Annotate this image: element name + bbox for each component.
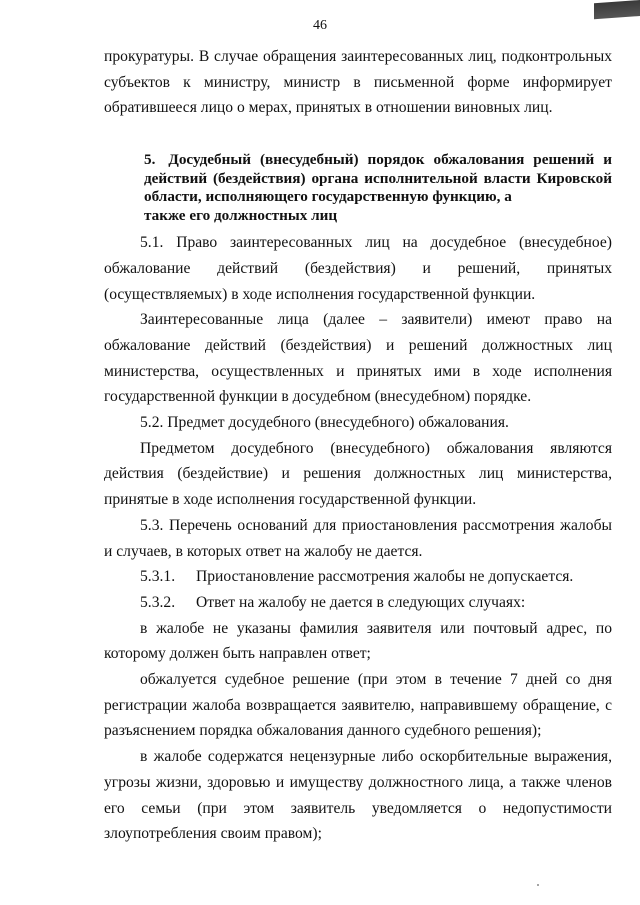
scan-edge-artifact — [594, 0, 640, 19]
page-number: 46 — [313, 18, 327, 33]
item-5-3-1-number: 5.3.1. — [140, 568, 176, 586]
scan-speck — [537, 884, 539, 886]
item-5-3-2 — [104, 590, 612, 616]
item-5-3-2-text: Ответ на жалобу не дается в следующих случаях: — [196, 593, 526, 611]
document-body — [104, 44, 612, 847]
case-court-decision: обжалуется судебное решение (при этом в течение 7 дней со дня регистрации жалоба возвращается заявителю, направившему обращение, с разъяснением порядка обжалования данного судебного решения); — [104, 671, 612, 740]
case-no-address: в жалобе не указаны фамилия заявителя или почтовый адрес, по которому должен быть направлен ответ; — [104, 619, 612, 663]
item-5-3-1-text: Приостановление рассмотрения жалобы не допускается. — [196, 568, 574, 586]
item-5-3-2-number: 5.3.2. — [140, 593, 176, 611]
paragraph-5-1: 5.1. Право заинтересованных лиц на досудебное (внесудебное) обжалование действий (бездействия) и решений, принятых (осуществляемых) в ходе исполнения государственной функции. — [104, 234, 612, 303]
section-heading-text: Досудебный (внесудебный) порядок обжалования решений и действий (бездействия) органа исполнительной власти Кировской области, исполняющего государственную функцию, а — [144, 151, 612, 206]
case-offensive-language: в жалобе содержатся нецензурные либо оскорбительные выражения, угрозы жизни, здоровью и имуществу должностного лица, а также членов его семьи (при этом заявитель уведомляется о недопустимости злоупотребления своим правом); — [104, 748, 612, 843]
paragraph-intro: прокуратуры. В случае обращения заинтересованных лиц, подконтрольных субъектов к министру, министр в письменной форме информирует обратившееся лицо о мерах, принятых в отношении виновных лиц. — [104, 48, 612, 117]
item-5-3-1 — [104, 564, 612, 590]
paragraph-subject: Предметом досудебного (внесудебного) обжалования являются действия (бездействие) и решения должностных лиц министерства, принятые в ходе исполнения государственной функции. — [104, 439, 612, 509]
paragraph-5-3: 5.3. Перечень оснований для приостановления рассмотрения жалобы и случаев, в которых ответ на жалобу не дается. — [104, 516, 612, 560]
paragraph-applicants: Заинтересованные лица (далее – заявители) имеют право на обжалование действий (бездействия) и решений должностных лиц министерства, осуществленных и принятых ими в ходе исполнения государственной функции в досудебном (внесудебном) порядке. — [104, 311, 612, 406]
paragraph-5-2: 5.2. Предмет досудебного (внесудебного) обжалования. — [140, 414, 509, 432]
section-heading — [104, 151, 612, 225]
section-heading-last-line: также его должностных лиц — [144, 206, 338, 224]
section-heading-number: 5. — [144, 151, 156, 169]
